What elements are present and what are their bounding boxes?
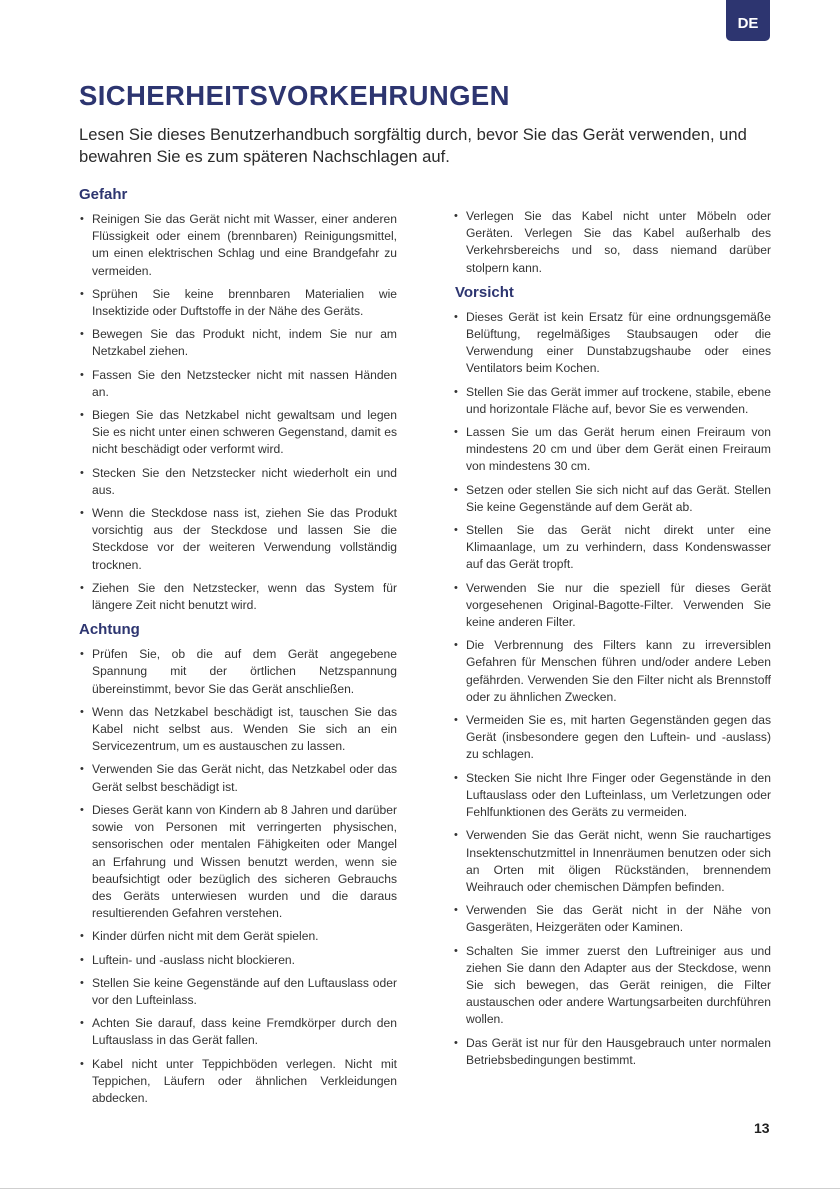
list-item: • Verwenden Sie das Gerät nicht, wenn Sie rauchartiges Insektenschutzmittel in Innenräumen benutzen oder sich an Orten mit öligen Rückständen, brennendem Weihrauch oder chemischen Dämpfen befinden. bbox=[453, 827, 771, 896]
list-item: • Verwenden Sie nur die speziell für dieses Gerät vorgesehenen Original-Bagotte-Filter. Verwenden Sie keine anderen Filter. bbox=[453, 580, 771, 632]
list-item: • Biegen Sie das Netzkabel nicht gewaltsam und legen Sie es nicht unter einen schweren Gegenstand, damit es nicht beschädigt oder verformt wird. bbox=[79, 407, 397, 459]
list-item: • Stellen Sie das Gerät immer auf trockene, stabile, ebene und horizontale Fläche auf, bevor Sie es verwenden. bbox=[453, 384, 771, 418]
list-item: • Schalten Sie immer zuerst den Luftreiniger aus und ziehen Sie dann den Adapter aus der Steckdose, wenn Sie sich bewegen, das Gerät reinigen, die Filter austauschen oder andere Wartungsarbeiten durchführen wollen. bbox=[453, 943, 771, 1029]
list-item: • Dieses Gerät kann von Kindern ab 8 Jahren und darüber sowie von Personen mit verringerten physischen, sensorischen oder mentalen Fähigkeiten oder Mangel an Erfahrung und Wissen benutzt werden, wenn sie beaufsichtigt oder bezüglich des sicheren Gebrauchs des Geräts unterwiesen wurden und die daraus resultierenden Gefahren verstehen. bbox=[79, 802, 397, 922]
list-item: • Luftein- und -auslass nicht blockieren. bbox=[79, 952, 397, 969]
list-achtung bbox=[79, 646, 397, 1107]
section-heading-gefahr: Gefahr bbox=[79, 186, 128, 203]
bottom-divider bbox=[0, 1188, 840, 1189]
list-item: • Vermeiden Sie es, mit harten Gegenständen gegen das Gerät (insbesondere gegen den Luftein- und -auslass) zu schlagen. bbox=[453, 712, 771, 764]
list-item: • Achten Sie darauf, dass keine Fremdkörper durch den Luftauslass in das Gerät fallen. bbox=[79, 1015, 397, 1049]
list-item: • Verwenden Sie das Gerät nicht, das Netzkabel oder das Gerät selbst beschädigt ist. bbox=[79, 761, 397, 795]
list-vorsicht bbox=[453, 309, 771, 1069]
list-item: • Das Gerät ist nur für den Hausgebrauch unter normalen Betriebsbedingungen bestimmt. bbox=[453, 1035, 771, 1069]
list-item: • Prüfen Sie, ob die auf dem Gerät angegebene Spannung mit der örtlichen Netzspannung übereinstimmt, bevor Sie das Gerät anschließen. bbox=[79, 646, 397, 698]
list-item: • Wenn die Steckdose nass ist, ziehen Sie das Produkt vorsichtig aus der Steckdose und lassen Sie die Steckdose vor der weiteren Verwendung vollständig trocknen. bbox=[79, 505, 397, 574]
list-item: • Die Verbrennung des Filters kann zu irreversiblen Gefahren für Menschen führen und/oder andere Leben gefährden. Verwenden Sie den Filter nicht als Brennstoff oder zu ähnlichen Zwecken. bbox=[453, 637, 771, 706]
left-column bbox=[79, 185, 397, 1113]
list-item: • Stecken Sie nicht Ihre Finger oder Gegenstände in den Luftauslass oder den Lufteinlass, um Verletzungen oder Fehlfunktionen des Geräts zu vermeiden. bbox=[453, 770, 771, 822]
list-item: • Sprühen Sie keine brennbaren Materialien wie Insektizide oder Duftstoffe in der Nähe des Geräts. bbox=[79, 286, 397, 320]
list-item: • Lassen Sie um das Gerät herum einen Freiraum von mindestens 20 cm und über dem Gerät einen Freiraum von mindestens 30 cm. bbox=[453, 424, 771, 476]
list-item: • Ziehen Sie den Netzstecker, wenn das System für längere Zeit nicht benutzt wird. bbox=[79, 580, 397, 614]
list-item: • Kinder dürfen nicht mit dem Gerät spielen. bbox=[79, 928, 397, 945]
list-item: • Dieses Gerät ist kein Ersatz für eine ordnungsgemäße Belüftung, regelmäßiges Staubsaugen oder die Verwendung einer Dunstabzugshaube oder eines Ventilators beim Kochen. bbox=[453, 309, 771, 378]
list-item: • Kabel nicht unter Teppichböden verlegen. Nicht mit Teppichen, Läufern oder ähnlichen Verkleidungen abdecken. bbox=[79, 1056, 397, 1108]
list-item: • Bewegen Sie das Produkt nicht, indem Sie nur am Netzkabel ziehen. bbox=[79, 326, 397, 360]
list-item: • Stecken Sie den Netzstecker nicht wiederholt ein und aus. bbox=[79, 465, 397, 499]
list-item: • Wenn das Netzkabel beschädigt ist, tauschen Sie das Kabel nicht selbst aus. Wenden Sie sich an ein Servicezentrum, um es austauschen zu lassen. bbox=[79, 704, 397, 756]
list-item: • Stellen Sie das Gerät nicht direkt unter eine Klimaanlage, um zu verhindern, dass Kondenswasser auf das Gerät tropft. bbox=[453, 522, 771, 574]
section-heading-achtung: Achtung bbox=[79, 621, 140, 639]
list-item: • Verwenden Sie das Gerät nicht in der Nähe von Gasgeräten, Heizgeräten oder Kaminen. bbox=[453, 902, 771, 936]
intro-text: Lesen Sie dieses Benutzerhandbuch sorgfältig durch, bevor Sie das Gerät verwenden, und bewahren Sie es zum späteren Nachschlagen auf. bbox=[79, 125, 747, 166]
list-item: • Stellen Sie keine Gegenstände auf den Luftauslass oder vor den Lufteinlass. bbox=[79, 975, 397, 1009]
list-gefahr bbox=[79, 211, 397, 614]
list-item: • Fassen Sie den Netzstecker nicht mit nassen Händen an. bbox=[79, 367, 397, 401]
list-item: • Verlegen Sie das Kabel nicht unter Möbeln oder Geräten. Verlegen Sie das Kabel außerhalb des Verkehrsbereichs und so, dass niemand darüber stolpern kann. bbox=[453, 208, 771, 277]
list-item: • Setzen oder stellen Sie sich nicht auf das Gerät. Stellen Sie keine Gegenstände auf dem Gerät ab. bbox=[453, 482, 771, 516]
language-tab: DE bbox=[726, 0, 770, 41]
list-gefahr-continued bbox=[453, 208, 771, 277]
list-item: • Reinigen Sie das Gerät nicht mit Wasser, einer anderen Flüssigkeit oder einem (brennbaren) Reinigungsmittel, um einen elektrischen Schlag und eine Brandgefahr zu vermeiden. bbox=[79, 211, 397, 280]
right-column bbox=[453, 208, 771, 1075]
page-title: SICHERHEITSVORKEHRUNGEN bbox=[79, 80, 510, 111]
page-number: 13 bbox=[754, 1120, 770, 1136]
section-heading-vorsicht: Vorsicht bbox=[455, 283, 514, 301]
